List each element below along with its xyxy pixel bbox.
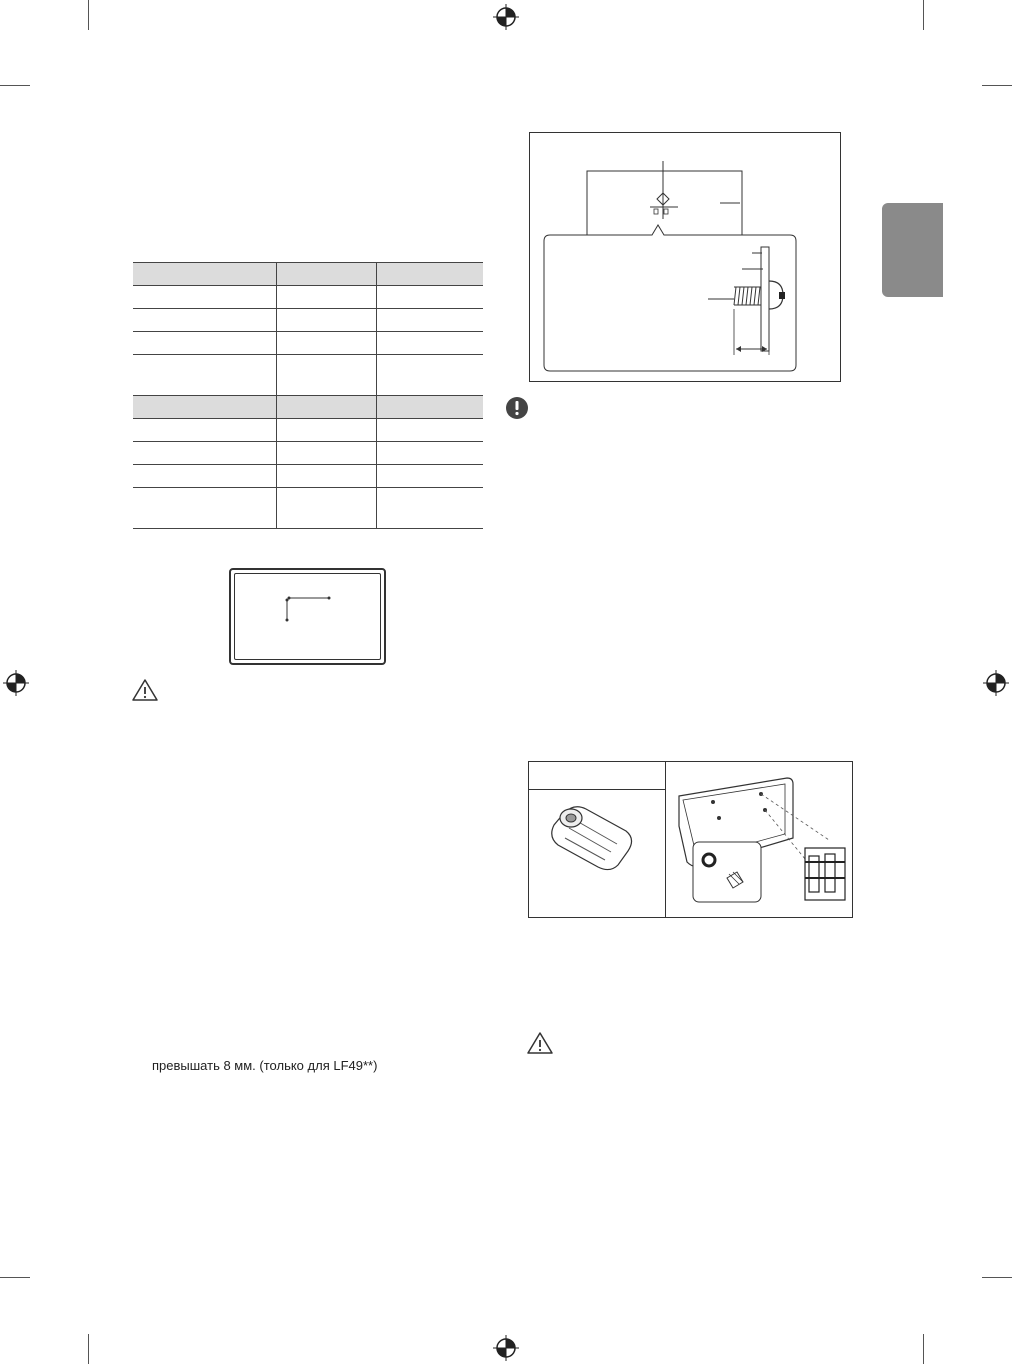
registration-target-icon [493, 4, 519, 30]
registration-target-icon [3, 670, 29, 696]
registration-target-icon [983, 670, 1009, 696]
footnote-text: превышать 8 мм. (только для LF49**) [152, 1058, 378, 1073]
vesa-dimension-diagram [229, 568, 386, 665]
screw-length-diagram [529, 132, 841, 382]
table-row [133, 465, 483, 488]
caution-triangle-icon [131, 678, 159, 702]
registration-target-icon [493, 1335, 519, 1361]
table-row [133, 309, 483, 332]
caution-triangle-icon [526, 1031, 554, 1055]
table-row [133, 355, 483, 396]
table-row [133, 442, 483, 465]
tv-back-bracket-illustration [669, 766, 851, 916]
spacer-part-illustration [549, 798, 639, 878]
table-header-row [133, 263, 483, 286]
table-row [133, 286, 483, 309]
table-row [133, 419, 483, 442]
table-header-row [133, 396, 483, 419]
table-row [133, 332, 483, 355]
table-row [133, 488, 483, 529]
language-tab [882, 203, 943, 297]
wall-mount-spec-table [133, 262, 483, 529]
wall-mount-installation-figure [528, 761, 853, 918]
note-exclamation-icon [505, 396, 529, 420]
